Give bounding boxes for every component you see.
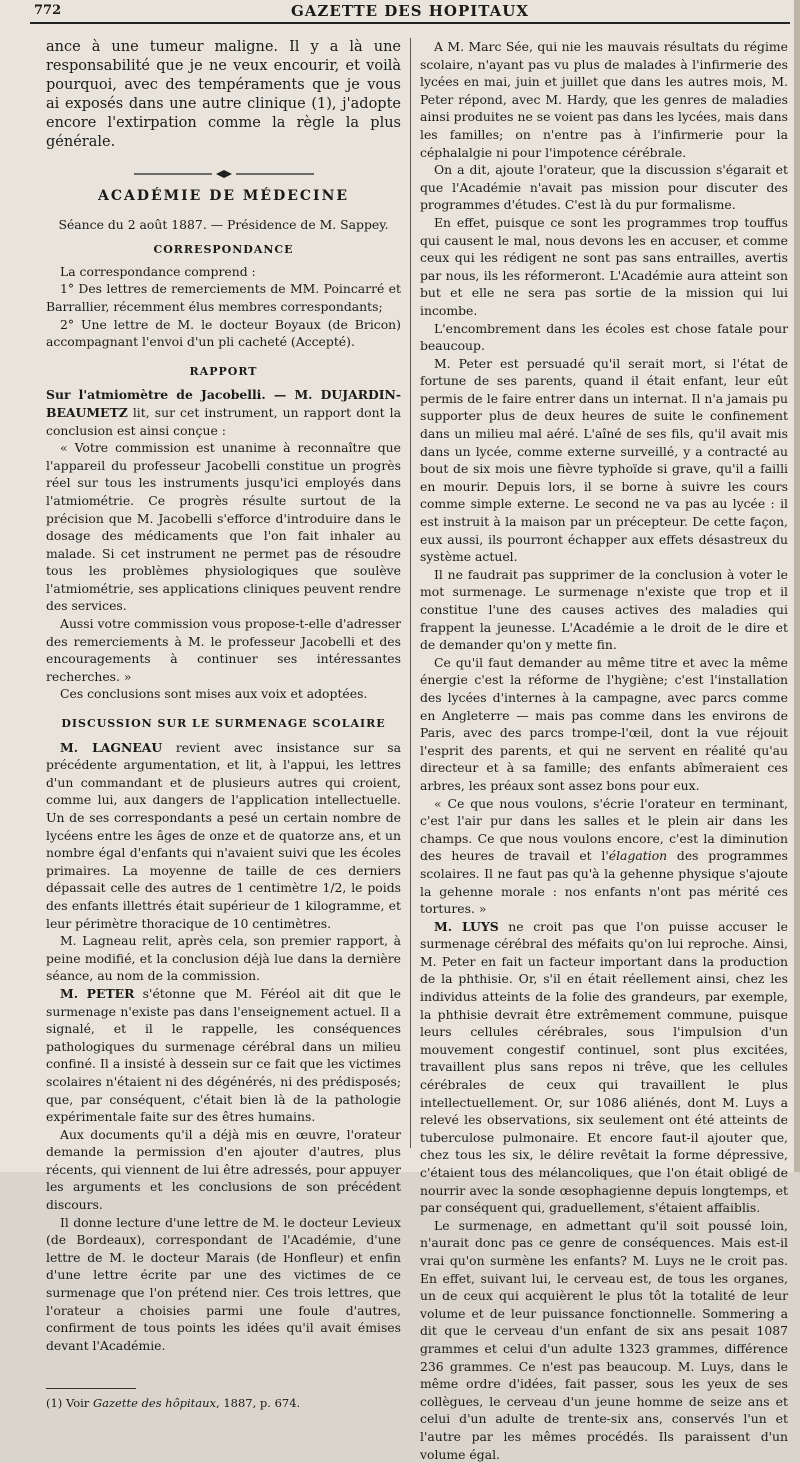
paragraph	[46, 739, 401, 933]
right-column	[420, 38, 788, 1463]
paragraph	[46, 386, 401, 439]
footnote-text: , 1887, p. 674.	[216, 1396, 301, 1411]
page-edge	[794, 0, 800, 1172]
paragraph: « Votre commission est unanime à reconnaître que l'appareil du professeur Jacobelli constitue un progrès réel sur tous les instruments jusqu'ici employés dans l'atmiométrie. Ce progrès résulte surtout de la précision que M. Jacobelli s'efforce d'introduire dans le dosage des médicaments que l'on fait inhaler au malade. Si cet instrument ne permet pas de résoudre tous les problèmes physiologiques que soulève l'atmiométrie, ses applications cliniques peuvent rendre des services.	[46, 440, 401, 614]
paragraph	[420, 918, 788, 1217]
italic-term: élagation	[608, 848, 668, 864]
clinic-ending-paragraph: ance à une tumeur maligne. Il y a là une responsabilité que je ne veux encourir, et voilà pourquoi, avec des tempéraments que je vous ai exposés dans une autre clinique (1), j'adopte encore l'extirpation comme la règle la plus générale.	[46, 39, 401, 150]
paragraph: A M. Marc Sée, qui nie les mauvais résultats du régime scolaire, n'ayant pas vu plus de malades à l'infirmerie des lycées en mai, juin et juillet que dans les autres mois, M. Peter répond, avec M. Hardy, que les genres de maladies ainsi produites ne se voient pas dans les lycées, mais dans les familles; on n'entre pas à l'infirmerie pour la céphalalgie ni pour l'impotence cérébrale.	[420, 39, 788, 160]
speaker-name: M. LAGNEAU	[60, 739, 163, 755]
paragraph: Il ne faudrait pas supprimer de la conclusion à voter le mot surmenage. Le surmenage n'existe que trop et il constitue l'une des causes actives des maladies qui frappent la jeunesse. L'Académie a le droit de le dire et de demander qu'on y mette fin.	[420, 566, 788, 653]
paragraph: Ces conclusions sont mises aux voix et adoptées.	[60, 686, 368, 702]
page-number: 772	[34, 3, 62, 18]
speaker-name: — M. DUJARDIN-BEAUMETZ	[46, 387, 401, 420]
speaker-name: M. LUYS	[434, 918, 499, 934]
paragraph-text: s'étonne que M. Féréol ait dit que le surmenage n'existe pas dans l'enseignement actuel. Il a signalé, et il le rappelle, les conséquences pathologiques du surmenage cérébral dans un milieu confiné. Il a insisté à dessein sur ce fait que les victimes scolaires n'étaient ni des dégénérés, ni des prédisposés; que, par conséquent, c'était bien là de la pathologie expérimentale faite sur des êtres humains.	[46, 985, 401, 1125]
paragraph	[420, 795, 788, 918]
rapport-heading: RAPPORT	[189, 364, 258, 378]
paragraph-text: lit, sur cet instrument, un rapport dont la conclusion est ainsi conçue :	[46, 404, 401, 438]
speaker-name: M. PETER	[60, 985, 135, 1001]
paragraph-text: revient avec insistance sur sa précédente argumentation, et lit, à l'appui, les lettres d'un commandant et de plusieurs autres qui croient, comme lui, aux dangers de l'application intellectuelle. Un de ses correspondants a pesé un certain nombre de lycéens entre les âges de onze et de quatorze ans, et un nombre égal d'enfants qui n'avaient suivi que les écoles primaires. La moyenne de taille de ces derniers dépassait celle des autres de 1 centimètre 1/2, le poids des enfants illettrés était supérieur de 1 kilogramme, et leur périmètre thoracique de 10 centimètres.	[46, 739, 401, 931]
paragraph: Ce qu'il faut demander au même titre et avec la même énergie c'est la réforme de l'hygiène; c'est l'installation des lycées d'internes à la campagne, avec parcs comme en Angleterre — mais pas comme dans les environs de Paris, avec des parcs trompe-l'œil, dont la vue réjouit l'esprit des parents, et qui ne servent en réalité qu'au directeur et à sa famille; des enfants abîmeraient ces arbres, les préaux sont assez bons pour eux.	[420, 654, 788, 793]
journal-title: GAZETTE DES HOPITAUX	[290, 2, 529, 20]
paragraph: Aussi votre commission vous propose-t-elle d'adresser des remerciements à M. le professeur Jacobelli et des encouragements à continuer ses intéressantes recherches. »	[46, 616, 402, 684]
paragraph: On a dit, ajoute l'orateur, que la discussion s'égarait et que l'Académie n'avait pas mission pour discuter des programmes d'études. C'est là du pur formalisme.	[420, 162, 788, 213]
paragraph: Le surmenage, en admettant qu'il soit poussé loin, n'aurait donc pas ce genre de conséquences. Mais est-il vrai qu'on surmène les enfants? M. Luys ne le croit pas. En effet, suivant lui, le cerveau est, de tous les organes, un de ceux qui acquièrent le plus tôt la totalité de leur volume et de leur puissance fonctionnelle. Sommering a dit que le cerveau d'un enfant de six ans pesait 1087 grammes et celui d'un adulte 1323 grammes, différence 236 grammes. Ce n'est pas beaucoup. M. Luys, dans le même ordre d'idées, fait passer, sous les yeux de ses collègues, le cerveau d'un jeune homme de seize ans et celui d'un adulte de trente-six ans, conservés l'un et l'autre par les mêmes procédés. Ils paraissent d'un volume égal.	[420, 1217, 788, 1462]
paragraph-text: des programmes scolaires. Il ne faut pas qu'à la gehenne physique s'ajoute la gehenne morale : nos enfants n'ont pas mérité ces tortures. »	[420, 848, 788, 917]
academy-heading: ACADÉMIE DE MÉDECINE	[97, 188, 350, 204]
ornamental-rule	[134, 170, 314, 178]
correspondance-heading: CORRESPONDANCE	[153, 243, 294, 257]
paragraph: M. Lagneau relit, après cela, son premier rapport, à peine modifié, et la conclusion déjà lue dans la dernière séance, au nom de la commission.	[46, 933, 401, 984]
paragraph-text: « Ce que nous voulons, s'écrie l'orateur en terminant, c'est l'air pur dans les salles et le plein air dans les champs. Ce que nous voulons encore, c'est la diminution des heures de travail et l'	[420, 795, 788, 864]
paragraph: M. Peter est persuadé qu'il serait mort, si l'état de fortune de ses parents, quand il était enfant, leur eût permis de le faire entrer dans un internat. Il n'a jamais pu supporter plus de deux heures de suite le confinement dans un milieu mal aéré. L'aîné de ses fils, qu'il avait mis dans un lycée, comme externe surveillé, y a contracté au bout de six mois une fièvre typhoïde si grave, qu'il a failli en mourir. Depuis lors, il se borne à suivre les cours comme simple externe. Le second ne va pas au lycée : il est instruit à la maison par un précepteur. De cette façon, eux aussi, ils pourront échapper aux effets désastreux du système actuel.	[420, 355, 788, 565]
paragraph: 1° Des lettres de remerciements de MM. Poincarré et Barrallier, récemment élus membres correspondants;	[46, 281, 401, 314]
column-divider	[410, 38, 411, 1148]
paragraph: En effet, puisque ce sont les programmes trop touffus qui causent le mal, nous devons les en accuser, et comme ceux qui les rédigent ne sont pas sans entrailles, avertis par nous, ils les réformeront. L'Académie aura atteint son but et elle ne sera pas sortie de la mission qui lui incombe.	[420, 214, 788, 318]
paragraph-text: ne croit pas que l'on puisse accuser le surmenage cérébral des méfaits qu'on lui reproche. Ainsi, M. Peter en fait un facteur important dans la production de la phthisie. Or, s'il en était réellement ainsi, chez les individus atteints de la folie des grandeurs, par exemple, la phthisie devrait être extrêmement commune, puisque leurs cellules cérébrales, sous l'impulsion d'un mouvement congestif continuel, sont plus excitées, travaillent plus sans repos ni trêve, que les cellules cérébrales de ceux qui travaillent le plus intellectuellement. Or, sur 1086 aliénés, dont M. Luys a relevé les observations, six seulement ont été atteints de tuberculose pulmonaire. Et encore faut-il ajouter que, chez tous les six, le délire revêtait la forme dépressive, c'étaient tous des mélancoliques, que l'on était obligé de nourrir avec la sonde œsophagienne depuis longtemps, et par conséquent qui, graduellement, s'étaient affaiblis.	[420, 918, 788, 1216]
running-head	[30, 0, 790, 24]
paragraph: Aux documents qu'il a déjà mis en œuvre, l'orateur demande la permission d'en ajouter d'autres, plus récents, qui viennent de lui être adressés, pour appuyer les arguments et les conclusions de son précédent discours.	[46, 1126, 401, 1213]
paragraph: Il donne lecture d'une lettre de M. le docteur Levieux (de Bordeaux), correspondant de l'Académie, d'une lettre de M. le docteur Marais (de Honfleur) et enfin d'une lettre écrite par une des victimes de ce surmenage que l'on prétend nier. Ces trois lettres, que l'orateur a choisies parmi une foule d'autres, confirment de tous points les idées qu'il avait émises devant l'Académie.	[46, 1214, 401, 1353]
footnote	[46, 1395, 401, 1413]
paragraph: L'encombrement dans les écoles est chose fatale pour beaucoup.	[420, 320, 788, 354]
paragraph: La correspondance comprend :	[60, 263, 256, 279]
report-title: Sur l'atmiomètre de Jacobelli.	[46, 387, 266, 403]
footnote-rule	[46, 1388, 136, 1389]
discussion-heading: DISCUSSION SUR LE SURMENAGE SCOLAIRE	[61, 717, 386, 731]
footnote-text: (1) Voir	[46, 1396, 93, 1411]
paragraph: 2° Une lettre de M. le docteur Boyaux (de Bricon) accompagnant l'envoi d'un pli cacheté (Accepté).	[46, 316, 401, 350]
footnote-journal: Gazette des hôpitaux	[92, 1396, 217, 1411]
session-line: Séance du 2 août 1887. — Présidence de M. Sappey.	[58, 216, 389, 232]
left-column	[46, 38, 401, 1413]
paragraph	[46, 985, 401, 1126]
